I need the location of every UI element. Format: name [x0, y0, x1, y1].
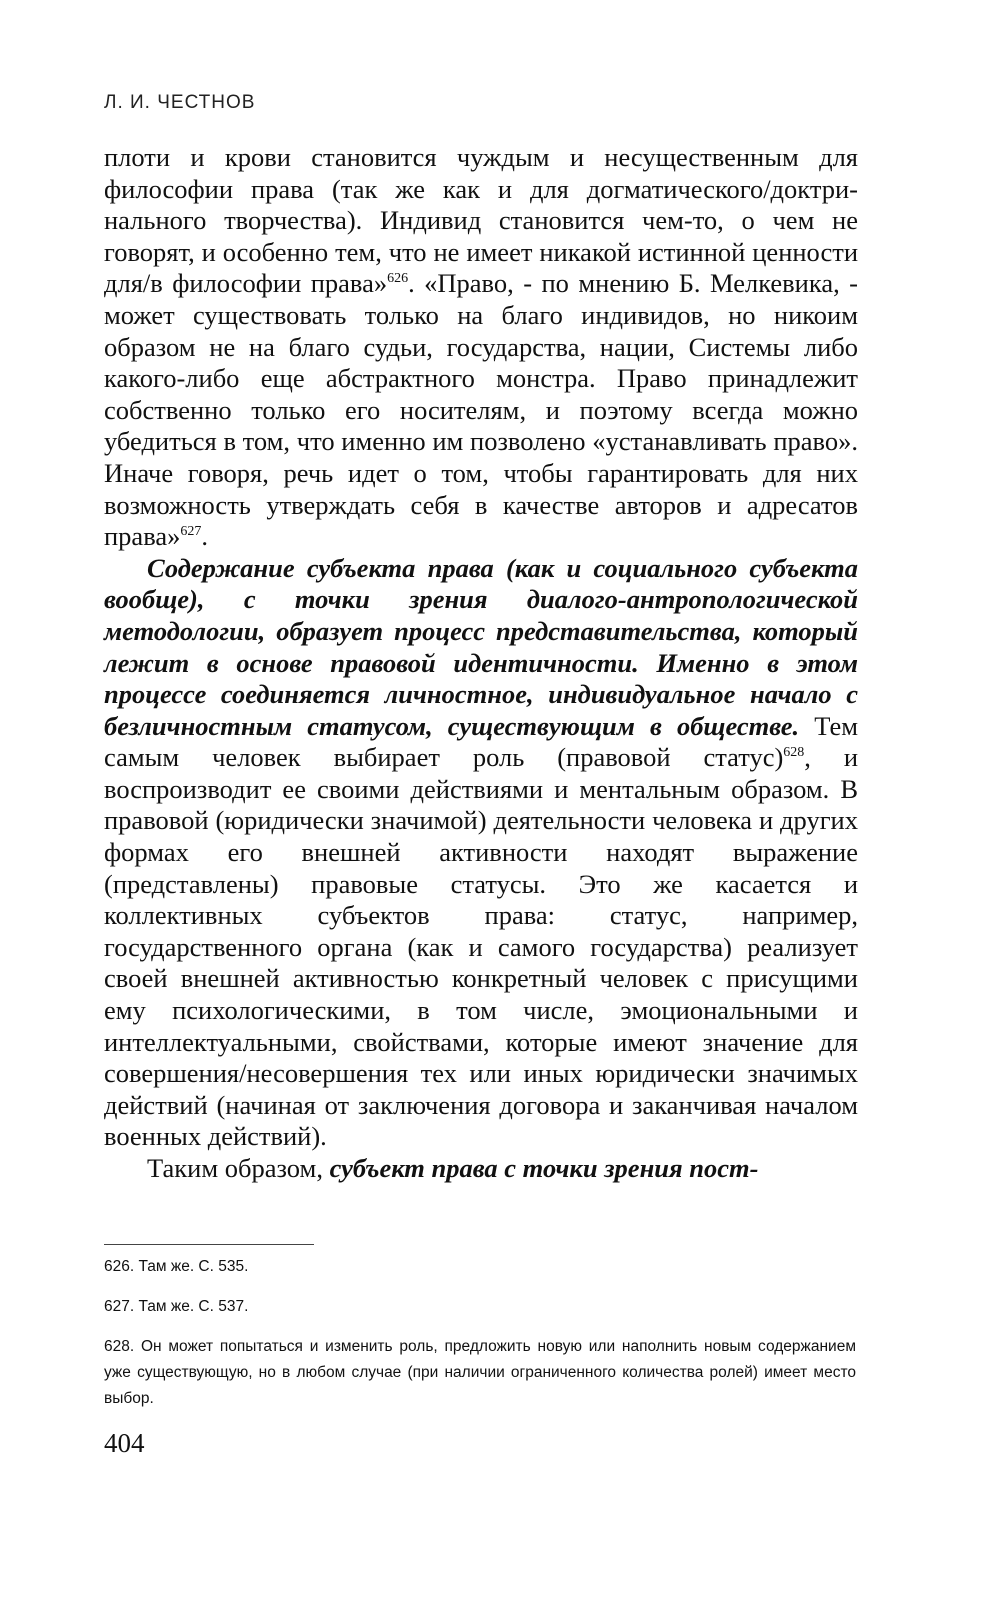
footnote-628: 628. Он может попытаться и изменить роль, предложить новую или наполнить новым содержанием уже существующую, но в любом случае (при наличии ограниченного количества ролей) имеет место выбор. — [104, 1338, 856, 1407]
footnote-ref-627: 627 — [180, 524, 202, 540]
footnote-627: 627. Там же. С. 537. — [104, 1298, 249, 1315]
paragraph-1-text-2: . «Право, - по мнению Б. Мелкевика, - может существовать только на благо индивидов, но никоим образом не на благо судьи, государства, нации, Системы либо какого-либо еще абстрактного монстра. Право принадлежит собственно только его носителям, и поэтому всегда можно убедиться в том, что именно им позволено «устанавливать право». Иначе говоря, речь идет о том, чтобы гарантировать для них возможность утверждать себя в качестве авторов и адресатов права» — [104, 268, 858, 552]
paragraph-2 — [104, 553, 858, 1153]
paragraph-2-text-1: Тем самым человек выбирает роль (правовой статус) — [104, 710, 858, 773]
footnotes — [104, 1254, 856, 1426]
footnote-separator — [104, 1244, 314, 1245]
paragraph-1-text-1: плоти и крови становится чуждым и несущественным для философии права (так же как и для догматического/доктринального творчества). Индивид становится чем-то, о чем не говорят, и особенно тем, что не имеет никакой истинной ценности для/в философии права» — [104, 142, 858, 299]
footnote-ref-628: 628 — [783, 745, 805, 761]
paragraph-3 — [104, 1153, 858, 1185]
running-head-author: Л. И. ЧЕСТНОВ — [104, 92, 256, 113]
paragraph-1 — [104, 142, 858, 553]
paragraph-2-emphasis: Содержание субъекта права (как и социального субъекта вообще), с точки зрения диалого-антропологической методологии, образует процесс представительства, который лежит в основе правовой идентичности. Именно в этом процессе соединяется личностное, индивидуальное начало с безличностным статусом, существующим в обществе. — [104, 552, 858, 741]
main-text — [104, 142, 858, 1185]
paragraph-3-emphasis: субъект права с точки зрения пост- — [329, 1153, 759, 1183]
footnote-ref-626: 626 — [387, 271, 409, 287]
page-number: 404 — [104, 1428, 145, 1458]
paragraph-3-text: Таким образом, — [147, 1153, 330, 1183]
paragraph-2-text-2: , и воспроизводит ее своими действиями и ментальным образом. В правовой (юридически значимой) деятельности человека и других формах его внешней активности находят выражение (представлены) правовые статусы. Это же касается и коллективных субъектов права: статус, например, государственного органа (как и самого государства) реализует своей внешней активностью конкретный человек с присущими ему психологическими, в том числе, эмоциональными и интеллектуальными, свойствами, которые имеют значение для совершения/несовершения тех или иных юридически значимых действий (начиная от заключения договора и заканчивая началом военных действий). — [104, 742, 858, 1152]
paragraph-1-text-3: . — [201, 521, 208, 552]
footnote-626: 626. Там же. С. 535. — [104, 1258, 249, 1275]
